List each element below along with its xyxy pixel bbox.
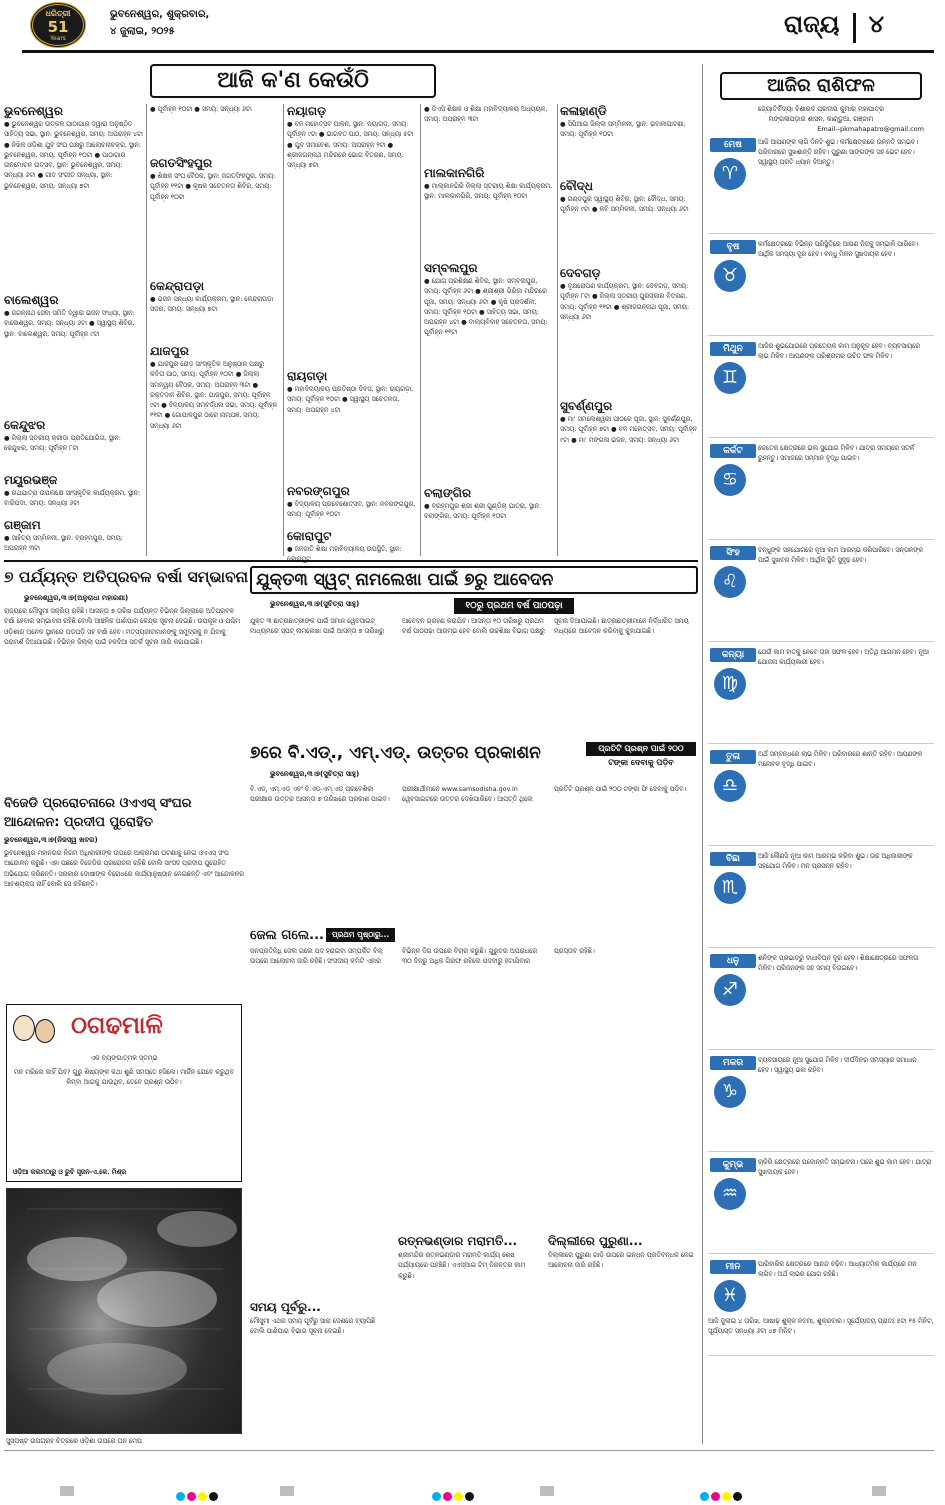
- rashifal-byline: ଜ୍ୟୋତିର୍ବିଦ୍ୟା ବିଶାରଦ ପ୍ରଦୀପ କୁମାର ମହାପାତ୍ର: [757, 105, 885, 113]
- plus3-headline: ଯୁକ୍ତ୩ ସ୍ୱଟ୍ ନାମଲେଖା ପାଇଁ ୭ରୁ ଆବେଦନ: [250, 566, 698, 594]
- zodiac-icon: ♈: [714, 158, 746, 190]
- zodiac-icon: ♊: [714, 362, 746, 394]
- bjd-body: ଭୁବନେଶ୍ୱର ମହାନଗର ନିଗମ ଅଧିକାରୀଙ୍କ ଉପରେ ଆକ୍ରମଣ ଘଟଣାକୁ ନେଇ ଓଏଏସ୍ ସଂଘ ଆନ୍ଦୋଳନ କରୁଛି। ଏହା ପଛରେ ବିଜେଡିର ପ୍ରରୋଚନା ରହିଛି ବୋଲି ସାଂସଦ ପ୍ରଦୀପ ପୁରୋହିତ ଅଭିଯୋଗ କରିଛନ୍ତି। ସରକାର ଦୋଷୀଙ୍କ ବିରୋଧରେ କାର୍ଯ୍ୟାନୁଷ୍ଠାନ ନେଇଛନ୍ତି ଏବଂ ଆନ୍ଦୋଳନର ଆବଶ୍ୟକତା ନାହିଁ ବୋଲି ସେ କହିଛନ୍ତି।: [4, 849, 244, 888]
- rashi-entry: [708, 442, 934, 540]
- place-heading: କୋରାପୁଟ: [287, 529, 332, 543]
- logo-emblem: [30, 2, 86, 48]
- place-events: ● ଶିକ୍ଷକ ସଂଘ ବୈଠକ, ସ୍ଥାନ: ଜଗତସିଂହପୁର, ସମୟ: ପୂର୍ବାହ୍ନ ୧୧ଟା ● କୃଷକ ସଚେତନତା ଶିବିର, ସମୟ: ପୂର୍ବାହ୍ନ ୧୦ଟା: [150, 172, 276, 201]
- plus3-dateline: ଭୁବନେଶ୍ୱର,୩।୭(ସୁଚିତ୍ରା ସାହୁ): [270, 600, 360, 608]
- samaya-story: [250, 1298, 390, 1444]
- col-divider: [146, 104, 147, 556]
- panchang-text: ଆଜି ଜୁଲାଇ ୪ ତାରିଖ, ଆଷାଢ଼ ଶୁକ୍ଳ ନବମୀ, ଶୁକ୍ରବାର। ସୂର୍ଯ୍ୟୋଦୟ ପ୍ରାତଃ ୫ଟା ୧୫ ମିନିଟ, ସୂର୍ଯ୍ୟାସ୍ତ ସନ୍ଧ୍ୟା ୬ଟା ୪୭ ମିନିଟ।: [708, 1317, 934, 1336]
- rashi-entry: [708, 850, 934, 948]
- rashi-name: ମିଥୁନ: [710, 342, 756, 356]
- listings-col-5: [560, 104, 698, 556]
- rashi-name: ମୀନ: [710, 1260, 756, 1274]
- rashi-entry: [708, 1258, 934, 1356]
- rashi-text: ଚାକିରି କ୍ଷେତ୍ରରେ ପଦୋନ୍ନତି ସମ୍ଭାବନା। ଘରେ ଶୁଭ କାମ ହେବ। ଯାତ୍ରା ସୁଖଦାୟକ ହେବ।: [758, 1159, 932, 1177]
- place-heading: ଭୁବନେଶ୍ୱର: [4, 104, 63, 118]
- section-divider: [853, 13, 856, 43]
- ratna-headline: ରତ୍ନଭଣ୍ଡାର ମରାମତି...: [398, 1234, 518, 1248]
- section-title: ରାଜ୍ୟ: [784, 10, 840, 38]
- cartoon-caption: ଏକ ବ୍ୟଙ୍ଗାତ୍ମକ ସ୍ତମ୍ଭ: [90, 1054, 158, 1062]
- print-mark: [540, 1486, 554, 1496]
- rashifal-address: ମଙ୍ଗଳାପଡ଼ାର ଶାସନ, କାଣ୍ଡୁଆ, ଗଞ୍ଜାମ: [768, 115, 874, 123]
- delhi-body: ଦିଲ୍ଲୀରେ ପୁରୁଣା ଗାଡ଼ି ଉପରେ ଇନ୍ଧନ ପ୍ରତିବନ୍ଧକ ନେଇ ଆଲୋଚନା ଜାରି ରହିଛି।: [548, 1251, 694, 1270]
- listings-col-4: [424, 104, 554, 556]
- place-events: ● ରଥଯାତ୍ରା ଉପଲକ୍ଷେ ସାଂସ୍କୃତିକ କାର୍ଯ୍ୟକ୍ରମ, ସ୍ଥାନ: ବାରିପଦା, ସମୟ: ସନ୍ଧ୍ୟା ୬ଟା: [4, 489, 141, 508]
- listings-col-2: [150, 104, 280, 556]
- place-events: ● ମାଲ୍କାନଗିରି ଜିଲ୍ଲା ସ୍ତରୀୟ ଶିକ୍ଷା କାର୍ଯ୍ୟକ୍ରମ, ସ୍ଥାନ: ମାଲକାନଗିରି, ସମୟ: ପୂର୍ବାହ୍ନ ୧୦ଟା: [424, 182, 553, 201]
- place-events: ● ଜନଜାତି ଶିକ୍ଷା ମହାବିଦ୍ୟାଳୟ ଉପସ୍ଥିତି, ସ୍ଥାନ:: [287, 545, 402, 553]
- place-heading: ଯାଜପୁର: [150, 344, 189, 358]
- zodiac-icon: ♑: [714, 1076, 746, 1108]
- rashi-entry: [708, 1054, 934, 1152]
- place-heading: ମୟୂରଭଞ୍ଜ: [4, 473, 58, 487]
- cartoon-face-icon: [35, 1019, 55, 1043]
- place-heading: ରାୟଗଡ଼ା: [287, 369, 328, 383]
- rashi-entry: [708, 136, 934, 234]
- place-events: ● ଭୁବନେଶ୍ୱର ଉତ୍କଳ ପାଠାଗାର ଦ୍ୱାରା ଅନୁଷ୍ଠିତ ସାହିତ୍ୟ ସଭା, ସ୍ଥାନ: ଭୁବନେଶ୍ୱର, ସମୟ: ଅପରାହ୍ନ ୪ଟା ● ନିଖିଳ ଓଡ଼ିଶା ଯୁବ ସଂଘ ପକ୍ଷରୁ ଆଲୋଚନାଚକ୍ର, ସ୍ଥାନ: ଭୁବନେଶ୍ୱର, ସମୟ: ପୂର୍ବାହ୍ନ ୧୦ଟା ● ପାଠାଗାର ଉନ୍ମୋଚନ ଉତ୍ସବ, ସ୍ଥାନ: ଭୁବନେଶ୍ୱର, ସମୟ: ସନ୍ଧ୍ୟା ୬ଟା ● ଗୀତ ସଂଗୀତ ସନ୍ଧ୍ୟା, ସ୍ଥାନ: ଭୁବନେଶ୍ୱର, ସମୟ: ସନ୍ଧ୍ୟା ୭ଟା: [4, 120, 143, 190]
- col-divider: [420, 104, 421, 556]
- cartoon-title: ଠଗଢମାଳି: [71, 1011, 163, 1039]
- footer-rule: [4, 1450, 934, 1451]
- zodiac-icon: ♓: [714, 1280, 746, 1312]
- listings-col-1: [4, 104, 144, 556]
- zodiac-icon: ♌: [714, 566, 746, 598]
- rashi-name: ବୃଷ: [710, 240, 756, 254]
- bed-kicker-top: ପ୍ରତିଟି ପ୍ରଶ୍ନ ପାଇଁ ୨୦୦: [586, 742, 696, 756]
- masthead: [0, 0, 945, 52]
- rashi-name: ମେଷ: [710, 138, 756, 152]
- ratna-body: ଶ୍ରୀମନ୍ଦିର ରତ୍ନଭଣ୍ଡାର ମରାମତି କାର୍ଯ୍ୟ ଶେଷ ପର୍ଯ୍ୟାୟରେ ପହଞ୍ଚିଛି। ଏଏସ୍ଆଇ ଟିମ୍ ନିରନ୍ତର କାମ କରୁଛି।: [398, 1251, 526, 1280]
- rashi-name: ସିଂହ: [710, 546, 756, 560]
- rashi-text: କେତେକ କ୍ଷେତ୍ରରେ ଭଲ ସୁଯୋଗ ମିଳିବ। ଯାତ୍ରା ସମୟରେ ସତର୍କ ରୁହନ୍ତୁ। ସମାଜରେ ସମ୍ମାନ ବୃଦ୍ଧି ପାଇବ।: [758, 445, 915, 463]
- col-divider: [557, 104, 558, 556]
- plus3-story: [250, 566, 698, 734]
- place-events: ● ମହାବିଦ୍ୟାଳୟ ପ୍ରତିଷ୍ଠା ଦିବସ, ସ୍ଥାନ: ରାୟଗଡ଼ା, ସମୟ: ପୂର୍ବାହ୍ନ ୧୦ଟା ● ସ୍ୱାସ୍ଥ୍ୟ ସଚେତନତା, ସମୟ: ଅପରାହ୍ନ ୪ଟା: [287, 385, 414, 414]
- rashi-entry: [708, 340, 934, 438]
- place-heading: ବୌଦ୍ଧ: [560, 179, 593, 193]
- rashi-name: କୁମ୍ଭ: [710, 1158, 756, 1172]
- rashifal-column: [708, 64, 934, 1444]
- logo-sub: Years: [50, 35, 66, 42]
- section-label: [784, 4, 934, 44]
- col-divider: [283, 104, 284, 556]
- satellite-clouds: [7, 1189, 243, 1435]
- zodiac-icon: ♋: [714, 464, 746, 496]
- place-events: ● ବିଦ୍ୟାଳୟ ପ୍ରବେଶୋତ୍ସବ, ସ୍ଥାନ: ନବରଙ୍ଗପୁର, ସମୟ: ପୂର୍ବାହ୍ନ ୧୦ଟା: [287, 500, 416, 519]
- satellite-caption: ସୁସ୍ପଷ୍ଟ ଉପଗ୍ରହ ଚିତ୍ରରେ ଓଡ଼ିଶା ଉପରେ ଘନ ମେଘ: [6, 1437, 142, 1445]
- place-events: ● ଜଗନ୍ନାଥ ସେବା ସମିତି ଦ୍ୱାରା ଭଜନ ସଂଧ୍ୟା, ସ୍ଥାନ: ବାଲେଶ୍ୱର, ସମୟ: ସନ୍ଧ୍ୟା ୬ଟା ● ସ୍ୱାସ୍ଥ୍ୟ ଶିବିର, ସ୍ଥାନ: ବାଲେଶ୍ୱର, ସମୟ: ପୂର୍ବାହ୍ନ ୯ଟା: [4, 309, 135, 338]
- right-col-divider: [702, 64, 703, 1444]
- bed-headline: ୭ରେ ବି.ଏଡ୍., ଏମ୍.ଏଡ୍. ଉତ୍ତର ପ୍ରକାଶନ: [250, 743, 541, 763]
- date: ୪ ଜୁଲାଇ, ୨୦୨୫: [110, 26, 175, 37]
- bed-story: [250, 740, 698, 920]
- section-rule: [4, 560, 698, 562]
- plus3-body: ଯୁକ୍ତ ୩ ଛାତ୍ରଛାତ୍ରୀଙ୍କ ପାଇଁ ସମାନ ୱେବସାଇଟ୍ ମାଧ୍ୟମରେ ସ୍ପଟ୍ ନାମଲେଖା ପାଇଁ ଆସନ୍ତା ୭ ତାରିଖରୁ ଆବେଦନ ଗ୍ରହଣ କରାଯିବ। ଆସନ୍ତା ୧୦ ତାରିଖରୁ ପ୍ରଥମ ବର୍ଷ ପାଠପଢ଼ା ଆରମ୍ଭ ହେବ ବୋଲି ଉଚ୍ଚଶିକ୍ଷା ବିଭାଗ ପକ୍ଷରୁ ସୂଚନା ଦିଆଯାଇଛି। ଛାତ୍ରଛାତ୍ରୀମାନେ ନିର୍ଦ୍ଧାରିତ ସମୟ ମଧ୍ୟରେ ଆବେଦନ କରିବାକୁ କୁହାଯାଇଛି।: [250, 617, 689, 636]
- rashi-text: ବନ୍ଧୁଙ୍କ ସହଯୋଗରେ ନୂଆ କାମ ଆରମ୍ଭ କରିପାରିବେ। ସନ୍ତାନଙ୍କ ପାଇଁ ସୁଖବର ମିଳିବ। ଆର୍ଥିକ ସ୍ଥିତି ସୁଦୃଢ଼ ହେବ।: [758, 547, 924, 565]
- zodiac-icon: ♍: [714, 668, 746, 700]
- bed-body: ବି.ଏଡ୍, ଏମ୍.ଏଡ୍ ଏବଂ ବି.ଏଡ୍-ଏମ୍.ଏଡ୍ ପ୍ରବେଶିକା ପରୀକ୍ଷାର ଉତ୍ତର ଆସନ୍ତା ୭ ତାରିଖରେ ପ୍ରକାଶ ପାଇବ। ପରୀକ୍ଷାର୍ଥୀମାନେ www.samsodisha.gov.in ୱେବସାଇଟରେ ଉତ୍ତର ଦେଖିପାରିବେ। ଆପତ୍ତି ଥିଲେ ପ୍ରତିଟି ପ୍ରଶ୍ନ ପାଇଁ ୨୦୦ ଟଙ୍କା ଫି ଦେବାକୁ ପଡ଼ିବ।: [250, 785, 687, 804]
- samaya-body: ମୌସୁମୀ ଏଥର ସମୟ ପୂର୍ବରୁ ସାରା ଦେଶରେ ବ୍ୟାପିଛି ବୋଲି ପାଣିପାଗ ବିଭାଗ ସୂଚନା ଦେଇଛି।: [250, 1317, 376, 1336]
- place-heading: କେନ୍ଦୁଝର: [4, 418, 46, 432]
- cartoon-box: [6, 1004, 242, 1182]
- place-events: ● ଭଜନ ସନ୍ଧ୍ୟା କାର୍ଯ୍ୟକ୍ରମ, ସ୍ଥାନ: କେନ୍ଦ୍ରାପଡ଼ା ସଦର, ସମୟ: ସନ୍ଧ୍ୟା ୭ଟା: [150, 295, 274, 314]
- place-events: ● ଡିଏସି ଶିକ୍ଷକ ଓ ଶିକ୍ଷା ମହାବିଦ୍ୟାଳୟ ଅଧ୍ୟୟନ, ସମୟ: ଅପରାହ୍ନ ୩ଟା: [424, 105, 548, 124]
- jail-tag: ପ୍ରଥମ ପୃଷ୍ଠାରୁ...: [326, 928, 395, 942]
- logo-number: 51: [47, 18, 69, 36]
- zodiac-icon: ♏: [714, 872, 746, 904]
- color-registration: [432, 1486, 476, 1505]
- rain-dateline: ଭୁବନେଶ୍ୱର,୩।୭(ଅନୁରାଧା ମହାରଣା): [24, 594, 129, 602]
- rashi-entry: [708, 646, 934, 744]
- place-events: ● ଯୋଗ ପ୍ରଶିକ୍ଷଣ ଶିବିର, ସ୍ଥାନ: ସମ୍ବଲପୁର, ସମୟ: ପୂର୍ବାହ୍ନ ୬ଟା ● ଶ୍ରୀଶ୍ରୀ ଗିରିଜା ମନ୍ଦିରରେ ପୂଜା, ସମୟ: ସନ୍ଧ୍ୟା ୬ଟା ● କୃଷି ପ୍ରଦର୍ଶନୀ, ସମୟ: ପୂର୍ବାହ୍ନ ୧୦ଟା ● ସାହିତ୍ୟ ସଭା, ସମୟ: ଅପରାହ୍ନ ୪ଟା ● ବାଲ୍ୟବିବାହ ସଚେତନତା, ସମୟ: ପୂର୍ବାହ୍ନ ୧୧ଟା: [424, 277, 548, 337]
- jail-headline: ଜେଲ ଗଲେ...: [250, 928, 324, 943]
- zodiac-icon: ♉: [714, 260, 746, 292]
- rashi-text: ଅର୍ଥ ସମ୍ବନ୍ଧରେ ଲାଭ ମିଳିବ। ପରିବାରରେ ଶାନ୍ତି ରହିବ। ଆପଣଙ୍କ ମନୋବଳ ବୃଦ୍ଧି ପାଇବ।: [758, 751, 923, 769]
- place-heading: ଗଞ୍ଜାମ: [4, 518, 41, 532]
- samaya-headline: ସମୟ ପୂର୍ବରୁ...: [250, 1300, 321, 1314]
- rashi-text: ଯେଉଁ କାମ ହାତକୁ ନେବେ ତାହା ସଫଳ ହେବ। ଅତିଥି ଆଗମନ ହେବ। ନୂଆ ଯୋଜନା କାର୍ଯ୍ୟକାରୀ ହେବ।: [758, 649, 929, 667]
- rashifal-list: [708, 136, 934, 1316]
- place-events: ● ଯାଜପୁର ରୋଡ଼ ସାଂସ୍କୃତିକ ଅନୁଷ୍ଠାନ ପକ୍ଷରୁ କବିତା ପାଠ, ସମୟ: ପୂର୍ବାହ୍ନ ୧୦ଟା ● ଜିଲ୍ଲା ସମନ୍ୱୟ ବୈଠକ, ସମୟ: ଅପରାହ୍ନ ୩ଟା ● ରକ୍ତଦାନ ଶିବିର, ସ୍ଥାନ: ଯାଜପୁର, ସମୟ: ପୂର୍ବାହ୍ନ ୯ଟା ● ବିଦ୍ୟାଳୟ ସମ୍ବର୍ଦ୍ଧନା ସଭା, ସମୟ: ପୂର୍ବାହ୍ନ ୧୧ଟା ● ଗୋପାଳପୁର ଠାରେ ନାମଯଜ୍ଞ, ସମୟ: ସନ୍ଧ୍ୟା ୬ଟା: [150, 360, 278, 430]
- rashi-name: ତୁଳା: [710, 750, 756, 764]
- listings-banner: ଆଜି କ'ଣ କେଉଁଠି: [150, 64, 436, 98]
- bjd-headline: ବିଜେଡି ପ୍ରରୋଚନାରେ ଓଏଏସ୍ ସଂଘର ଆନ୍ଦୋଳନ: ପ୍ରଦୀପ ପୁରୋହିତ: [4, 796, 192, 830]
- bed-kicker-bottom: ଟଙ୍କା ଦେବାକୁ ପଡ଼ିବ: [608, 758, 674, 767]
- place-events: ● ସିପିଆଇ ଜିଲ୍ଲା ସମ୍ମିଳନୀ, ସ୍ଥାନ: ଭବାନୀପାଟଣା, ସମୟ: ପୂର୍ବାହ୍ନ ୧୦ଟା: [560, 120, 686, 139]
- place-heading: ସୁବର୍ଣ୍ଣପୁର: [560, 399, 613, 413]
- bjd-dateline: ଭୁବନେଶ୍ୱର,୩।୭(ନିଜସ୍ୱ ଖବର): [4, 836, 98, 844]
- rashi-text: ଆଜି ଆପଣଙ୍କ ଲାଗି ଦିନଟି ଶୁଭ। କର୍ମକ୍ଷେତ୍ରରେ ଉନ୍ନତି ସମ୍ଭବ। ପରିବାରରେ ସୁଖଶାନ୍ତି ରହିବ। ପୁରୁଣା ସାଙ୍ଗଙ୍କ ସହ ଭେଟ ହେବ। ସ୍ୱାସ୍ଥ୍ୟ ପ୍ରତି ଧ୍ୟାନ ଦିଅନ୍ତୁ।: [758, 139, 918, 167]
- satellite-image: [6, 1188, 242, 1434]
- place-events: ● ଜିଲ୍ଲା ସ୍ତରୀୟ କ୍ରୀଡ଼ା ପ୍ରତିଯୋଗିତା, ସ୍ଥାନ: କେନ୍ଦୁଝର, ସମୟ: ପୂର୍ବାହ୍ନ ୮ଟା: [4, 434, 121, 453]
- rashifal-banner: ଆଜିର ରାଶିଫଳ: [720, 72, 922, 100]
- rashi-entry: [708, 952, 934, 1050]
- place-heading: ମାଲକାନଗିରି: [424, 166, 485, 180]
- place-heading: ସମ୍ବଲପୁର: [424, 261, 478, 275]
- delhi-story: [548, 1232, 698, 1444]
- dateline: ଭୁବନେଶ୍ୱର, ଶୁକ୍ରବାର,: [110, 9, 210, 20]
- print-mark: [60, 1486, 74, 1496]
- color-registration: [176, 1486, 220, 1505]
- rashi-text: ପାରିବାରିକ କ୍ଷେତ୍ରରେ ଆନନ୍ଦ ବଢ଼ିବ। ଆଧ୍ୟାତ୍ମିକ କାର୍ଯ୍ୟରେ ମନ ଲାଗିବ। ଅର୍ଥ ଲାଭର ଯୋଗ ରହିଛି।: [758, 1261, 917, 1279]
- header-rule: [22, 50, 934, 53]
- ratna-story: [398, 1232, 540, 1444]
- place-events: ● ପୂର୍ବାହ୍ନ ୧୦ଟା ● ସମୟ: ସନ୍ଧ୍ୟା ୬ଟା: [150, 105, 252, 113]
- place-events: ● ସାହିତ୍ୟ ସମ୍ମିଳନୀ, ସ୍ଥାନ: ବ୍ରହ୍ମପୁର, ସମୟ: ଅପରାହ୍ନ ୩ଟା: [4, 534, 123, 553]
- rashi-text: ଆଜି କୌଣସି ନୂଆ କାମ ଆରମ୍ଭ କରିବା ଶୁଭ। ଉଚ୍ଚ ଅଧିକାରୀଙ୍କ ସହଯୋଗ ମିଳିବ। ମନ ପ୍ରସନ୍ନ ରହିବ।: [758, 853, 913, 871]
- rashi-name: ମକର: [710, 1056, 756, 1070]
- zodiac-icon: ♐: [714, 974, 746, 1006]
- rain-headline: ୭ ପର୍ଯ୍ୟନ୍ତ ଅତିପ୍ରବଳ ବର୍ଷା ସମ୍ଭାବନା: [4, 568, 249, 586]
- place-heading: କେନ୍ଦ୍ରାପଡ଼ା: [150, 279, 205, 293]
- rashi-text: ବ୍ୟବସାୟରେ ନୂଆ ସୁଯୋଗ ମିଳିବ। ଦୀର୍ଘଦିନର ସମସ୍ୟାର ସମାଧାନ ହେବ। ସ୍ୱାସ୍ଥ୍ୟ ଭଲ ରହିବ।: [758, 1057, 917, 1075]
- rashifal-email: Email--pkmahapatro@gmail.com: [817, 125, 924, 133]
- bjd-story: [4, 794, 244, 1000]
- place-heading: ବଲାଙ୍ଗିର: [424, 486, 472, 500]
- rain-story: [4, 566, 249, 788]
- place-events: ● ଗଣ୍ଡପୁର ସ୍ୱାସ୍ଥ୍ୟ ଶିବିର, ସ୍ଥାନ: ବୌଦ୍ଧ, ସମୟ: ପୂର୍ବାହ୍ନ ୯ଟା ● କବି ସମ୍ମିଳନୀ, ସମୟ: ସନ୍ଧ୍ୟା ୬ଟା: [560, 195, 689, 214]
- place-heading: ନୟାଗଡ଼: [287, 104, 327, 118]
- rashi-entry: [708, 1156, 934, 1254]
- zodiac-icon: ♒: [714, 1178, 746, 1210]
- place-heading: ବାଲେଶ୍ୱର: [4, 293, 59, 307]
- rashi-entry: [708, 748, 934, 846]
- rashi-entry: [708, 544, 934, 642]
- rashi-name: କନ୍ୟା: [710, 648, 756, 662]
- listings-col-3: [287, 104, 417, 556]
- delhi-headline: ଦିଲ୍ଲୀରେ ପୁରୁଣା...: [548, 1234, 643, 1248]
- footer-strip: [0, 1484, 945, 1498]
- zodiac-icon: ♎: [714, 770, 746, 802]
- print-mark: [872, 1486, 886, 1496]
- jail-body: ଜନପ୍ରତିନିଧି ଜେଲ ଗଲେ ପଦ ହରାଇବା ସମ୍ପର୍କିତ ବିଲ୍ ଉପରେ ଆଲୋଚନା ଜାରି ରହିଛି। ସଂସଦୀୟ କମିଟି ଏହାର ବିଭିନ୍ନ ଦିଗ ଉପରେ ବିଚାର କରୁଛି। ଗୁରୁତର ଅପରାଧରେ ୩୦ ଦିନରୁ ଅଧିକ ଗିରଫ ରହିଲେ ପଦବୀରୁ ହଟାଯିବାର ପ୍ରସ୍ତାବ ରହିଛି।: [250, 947, 595, 966]
- place-events: ● ବନ ମହୋତ୍ସବ ପାଳନ, ସ୍ଥାନ: ନୟାଗଡ଼, ସମୟ: ପୂର୍ବାହ୍ନ ୯ଟା ● ଭାଗବତ ପାଠ, ସମୟ: ସନ୍ଧ୍ୟା ୫ଟା ● ଯୁବ ସମାବେଶ, ସମୟ: ଅପରାହ୍ନ ୨ଟା ● ଶ୍ରୀଜଗନ୍ନାଥ ମନ୍ଦିରରେ ଭୋଗ ବିତରଣ, ସମୟ: ସନ୍ଧ୍ୟା ୭ଟା: [287, 120, 414, 170]
- print-mark: [280, 1486, 294, 1496]
- rain-body: ରାଜ୍ୟରେ ମୌସୁମୀ ସକ୍ରିୟ ରହିଛି। ଆସନ୍ତା ୭ ତାରିଖ ପର୍ଯ୍ୟନ୍ତ ବିଭିନ୍ନ ଜିଲ୍ଲାରେ ଅତିପ୍ରବଳ ବର୍ଷା ହେବାର ସମ୍ଭାବନା ରହିଛି ବୋଲି ଆଞ୍ଚଳିକ ପାଣିପାଗ କେନ୍ଦ୍ର ସୂଚନା ଦେଇଛି। ଉପକୂଳ ଓ ପଶ୍ଚିମ ଓଡ଼ିଶାର ଅନେକ ସ୍ଥାନରେ ଘଡ଼ଘଡ଼ି ସହ ବର୍ଷା ହେବ। ମତ୍ସ୍ୟଜୀବୀମାନଙ୍କୁ ସମୁଦ୍ରକୁ ନ ଯିବାକୁ ପରାମର୍ଶ ଦିଆଯାଇଛି। ବିଭିନ୍ନ ଜିଲ୍ଲା ପାଇଁ ହଳଦିଆ ସତର୍କ ସୂଚନା ଜାରି କରାଯାଇଛି।: [4, 607, 241, 646]
- jail-story: [250, 926, 698, 1226]
- place-heading: କଳାହାଣ୍ଡି: [560, 104, 607, 118]
- rashi-text: କର୍ମକ୍ଷେତ୍ରରେ ବିଭିନ୍ନ ପରିସ୍ଥିତିରେ ଆପଣ ନିଜକୁ ସମ୍ଭାଳି ପାରିବେ। ଆର୍ଥିକ ସମସ୍ୟା ଦୂର ହେବ। ବନ୍ଧୁ ମିଳନ ସୁଖଦାୟକ ହେବ।: [758, 241, 919, 259]
- cartoon-body: ମନ ମରିଲେ କାହିଁ ଯିବ? ଗୁରୁ ଶିଷ୍ୟଙ୍କ କଥା ଶୁଣି ସମସ୍ତେ ହସିଲେ। ମାର୍ଜିନ ଯେବେ କରୁଥିବ କିମ୍ବା ଆଗକୁ ଯାଉଥିବ, ତେବେ ପ୍ରଶ୍ନ ଉଠିବ।: [14, 1068, 234, 1087]
- rashi-name: ବିଛା: [710, 852, 756, 866]
- logo-text: ଧରିତ୍ରୀ: [45, 9, 71, 18]
- rashi-text: ଶନିଙ୍କ ପ୍ରଭାବରୁ ବାଧାବିଘ୍ନ ଦୂର ହେବ। ଶିକ୍ଷାକ୍ଷେତ୍ରରେ ସଫଳତା ମିଳିବ। ପରିଜନଙ୍କ ସହ ସମୟ ବିତାଇବେ।: [758, 955, 919, 973]
- place-heading: ନବରଙ୍ଗପୁର: [287, 484, 350, 498]
- rashi-text: ଆଜିର ଶୁଭଯୋଗରେ ପ୍ରତ୍ୟେକ କାମ ଅନୁକୂଳ ହେବ। ବ୍ୟବସାୟରେ ଲାଭ ମିଳିବ। ଆପଣଙ୍କ ପରିଶ୍ରମର ଉଚିତ ଫଳ ମିଳିବ।: [758, 343, 920, 361]
- place-heading: ଦେବଗଡ଼: [560, 266, 601, 280]
- page-number: ୪: [868, 10, 885, 38]
- place-events: ● ବୃକ୍ଷରୋପଣ କାର୍ଯ୍ୟକ୍ରମ, ସ୍ଥାନ: ଦେବଗଡ଼, ସମୟ: ପୂର୍ବାହ୍ନ ୮ଟା ● ଜିଲ୍ଲା ସ୍ତରୀୟ ପୁରସ୍କାର ବିତରଣ, ସମୟ: ପୂର୍ବାହ୍ନ ୧୧ଟା ● ଶ୍ରୀଜଗନ୍ନାଥ ପୂଜା, ସମୟ: ସନ୍ଧ୍ୟା ୬ଟା: [560, 282, 690, 321]
- place-events: ● ବ୍ରହ୍ମପୁର ଶ୍ରୀ ଶ୍ରୀ ଗୁଣ୍ଡିଚା ଯାତ୍ରା, ସ୍ଥାନ: ବଲାଙ୍ଗିର, ସମୟ: ପୂର୍ବାହ୍ନ ୧୦ଟା: [424, 502, 542, 521]
- rashi-name: କର୍କଟ: [710, 444, 756, 458]
- bed-dateline: ଭୁବନେଶ୍ୱର,୩।୭(ସୁଚିତ୍ରା ସାହୁ): [270, 770, 360, 778]
- plus3-kicker: ୧୦ରୁ ପ୍ରଥମ ବର୍ଷ ପାଠପଢ଼ା: [454, 598, 574, 614]
- rashi-entry: [708, 238, 934, 336]
- color-registration: [700, 1486, 744, 1505]
- cartoon-credit: ଓଡ଼ିଆ କଲମଠାରୁ ଓ ରୁଚି ସୃଜନ-ଏ.କେ. ମିଶ୍ର: [13, 1168, 127, 1176]
- rashi-name: ଧନୁ: [710, 954, 756, 968]
- cartoon-face-icon: [13, 1015, 35, 1041]
- place-events: ● ମା' ସମଲେଶ୍ୱରୀ ପୀଠରେ ପୂଜା, ସ୍ଥାନ: ସୁବର୍ଣ୍ଣପୁର, ସମୟ: ପୂର୍ବାହ୍ନ ୭ଟା ● ବନ ମହୋତ୍ସବ, ସମୟ: ପୂର୍ବାହ୍ନ ୯ଟା ● ମା' ମଙ୍ଗଳା ଭଜନ, ସମୟ: ସନ୍ଧ୍ୟା ୬ଟା: [560, 415, 697, 444]
- cartoon-art: [13, 1011, 63, 1051]
- place-heading: ଜଗତସିଂହପୁର: [150, 156, 213, 170]
